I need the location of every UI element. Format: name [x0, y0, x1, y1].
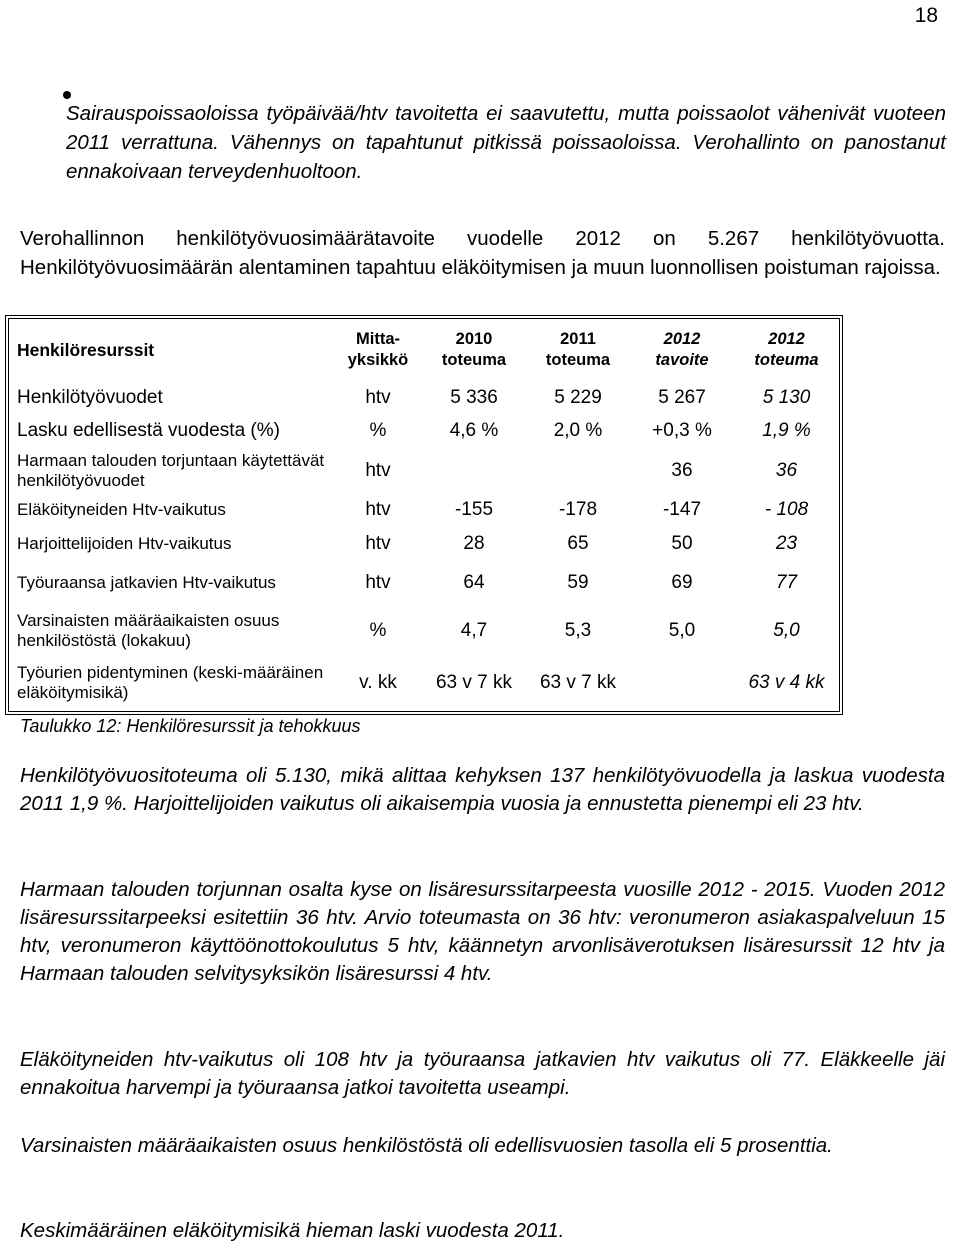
- table-row: [9, 494, 839, 527]
- cell-unit: htv: [365, 572, 391, 594]
- cell-2010: 63 v 7 kk: [435, 671, 513, 693]
- cell-2011: -178: [558, 499, 598, 521]
- cell-2012-target: [630, 655, 734, 711]
- cell-unit: %: [369, 619, 387, 641]
- cell-2012-target: 5,0: [668, 619, 696, 641]
- row-label: Varsinaisten määräaikaisten osuus henkilöstöstä (lokakuu): [17, 610, 280, 650]
- paragraph-htv-actual: Henkilötyövuositoteuma oli 5.130, mikä alittaa kehyksen 137 henkilötyövuodella ja laskua vuodesta 2011 1,9 %. Harjoittelijoiden vaikutus oli aikaisempia vuosia ja ennustetta pienempi eli 23 htv.: [20, 764, 945, 815]
- paragraph-retirement-age: Keskimääräinen eläköitymisikä hieman laski vuodesta 2011.: [20, 1219, 565, 1242]
- row-label: Työuraansa jatkavien Htv-vaikutus: [17, 573, 276, 593]
- table-row: [9, 560, 839, 606]
- row-label: Harmaan talouden torjuntaan käytettävät henkilötyövuodet: [17, 450, 325, 490]
- cell-2012-target: -147: [662, 499, 702, 521]
- row-label: Työurien pidentyminen (keski-määräinen eläköitymisikä): [17, 662, 324, 702]
- cell-unit: %: [369, 420, 387, 442]
- cell-2012-actual: 5,0: [773, 619, 800, 641]
- table-row: [9, 448, 839, 494]
- cell-unit: htv: [365, 459, 391, 481]
- header-resources: Henkilöresurssit: [17, 339, 155, 360]
- cell-2012-actual: 36: [775, 459, 798, 481]
- cell-2010: 28: [463, 532, 485, 554]
- cell-unit: htv: [365, 499, 391, 521]
- row-label: Lasku edellisestä vuodesta (%): [17, 420, 280, 442]
- resources-table: [8, 318, 840, 712]
- table-row: [9, 527, 839, 560]
- header-2010-actual: 2010 toteuma: [441, 330, 507, 370]
- table-caption: Taulukko 12: Henkilöresurssit ja tehokkuus: [20, 716, 361, 736]
- cell-2012-target: 50: [671, 532, 693, 554]
- cell-2012-target: 36: [671, 459, 693, 481]
- cell-2012-actual: 23: [775, 532, 798, 554]
- cell-2011: 65: [567, 532, 589, 554]
- cell-2012-actual: 5 130: [762, 386, 811, 408]
- intro-paragraph: Verohallinnon henkilötyövuosimäärätavoite vuodelle 2012 on 5.267 henkilötyövuotta. Henkilötyövuosimäärän alentaminen tapahtuu eläköitymisen ja muun luonnollisen poistuman rajoissa.: [20, 227, 945, 279]
- row-label: Henkilötyövuodet: [17, 386, 163, 408]
- cell-2010: 5 336: [450, 386, 498, 408]
- cell-unit: htv: [365, 386, 391, 408]
- header-2012-actual: 2012 toteuma: [754, 330, 819, 370]
- cell-2011: [526, 448, 630, 494]
- paragraph-fixed-term: Varsinaisten määräaikaisten osuus henkilöstöstä oli edellisvuosien tasolla eli 5 prosenttia.: [20, 1134, 833, 1157]
- table-row: [9, 414, 839, 447]
- table-row: [9, 655, 839, 711]
- cell-2010: [422, 448, 526, 494]
- cell-2012-actual: 63 v 4 kk: [748, 671, 825, 693]
- paragraph-grey-economy: Harmaan talouden torjunnan osalta kyse on lisäresurssitarpeesta vuosille 2012 - 2015. Vuoden 2012 lisäresurssitarpeeksi esitettiin 36 htv. Arvio toteumasta on 36 htv: veronumeron asiakaspalveluun 15 htv, veronumeron käyttöönottokoulutus 5 htv, käännetyn arvonlisäverotuksen lisäresurssit 12 htv ja Harmaan talouden selvitysyksikön lisäresurssi 4 htv.: [20, 878, 945, 985]
- paragraph-retirements: Eläköityneiden htv-vaikutus oli 108 htv ja työuraansa jatkavien htv vaikutus oli 77. Eläkkeelle jäi ennakoitua harvempi ja työuraansa jatkoi tavoitetta useampi.: [20, 1048, 945, 1099]
- cell-2011: 2,0 %: [553, 420, 603, 442]
- cell-2010: -155: [454, 499, 494, 521]
- cell-2012-actual: 77: [775, 572, 798, 594]
- table-header-row: [9, 319, 839, 381]
- cell-2012-actual: 1,9 %: [762, 420, 811, 442]
- header-2011-actual: 2011 toteuma: [545, 330, 611, 370]
- cell-2012-target: 5 267: [658, 386, 706, 408]
- cell-2011: 5 229: [554, 386, 602, 408]
- cell-2012-target: 69: [671, 572, 693, 594]
- row-label: Harjoittelijoiden Htv-vaikutus: [17, 533, 232, 553]
- cell-unit: htv: [365, 532, 391, 554]
- page-number: 18: [914, 4, 938, 27]
- cell-2011: 59: [567, 572, 589, 594]
- cell-2012-target: +0,3 %: [652, 420, 712, 442]
- bullet-paragraph: Sairauspoissaoloissa työpäivää/htv tavoitetta ei saavutettu, mutta poissaolot vähenivät vuoteen 2011 verrattuna. Vähennys on tapahtunut pitkissä poissaoloissa. Verohallinto on panostanut ennakoivaan terveydenhuoltoon.: [66, 101, 946, 183]
- row-label: Eläköityneiden Htv-vaikutus: [17, 500, 226, 520]
- cell-2012-actual: - 108: [764, 499, 809, 521]
- header-unit: Mitta-yksikkö: [347, 330, 409, 370]
- table-row: [9, 606, 839, 654]
- cell-2011: 63 v 7 kk: [539, 671, 617, 693]
- table-row: [9, 381, 839, 414]
- cell-2010: 4,6 %: [449, 420, 499, 442]
- cell-2010: 64: [463, 572, 485, 594]
- cell-unit: v. kk: [359, 671, 397, 693]
- header-2012-target: 2012 tavoite: [655, 330, 709, 370]
- cell-2010: 4,7: [460, 619, 488, 641]
- cell-2011: 5,3: [564, 619, 592, 641]
